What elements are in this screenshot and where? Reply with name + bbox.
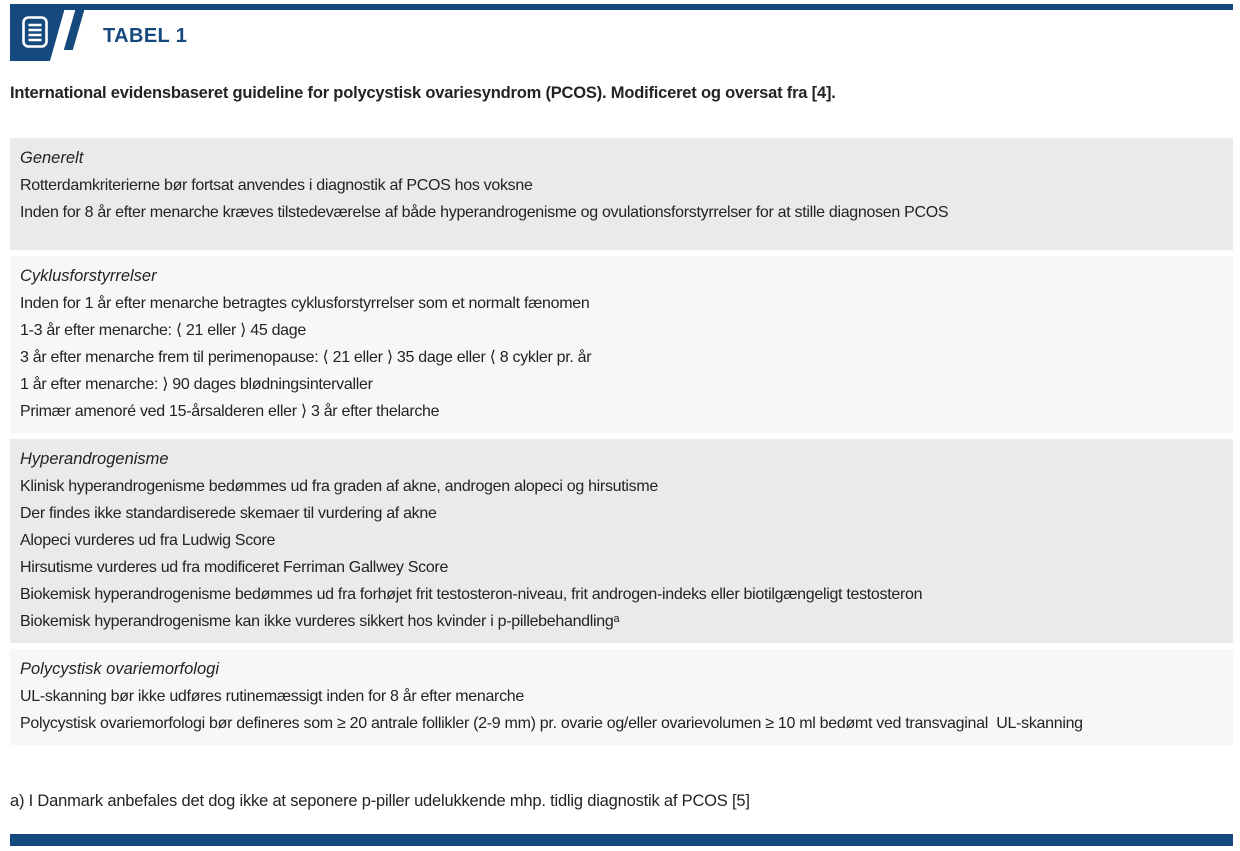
section-title: Generelt xyxy=(20,149,84,167)
table-caption: International evidensbaseret guideline for polycystisk ovariesyndrom (PCOS). Modificeret og oversat fra [4]. xyxy=(10,84,836,102)
table-badge xyxy=(10,4,66,61)
table-row: Biokemisk hyperandrogenisme kan ikke vurderes sikkert hos kvinder i p-pillebehandlingᵃ xyxy=(20,613,620,630)
table-row: UL-skanning bør ikke udføres rutinemæssigt inden for 8 år efter menarche xyxy=(20,688,524,705)
table-row: 3 år efter menarche frem til perimenopause: ⟨ 21 eller ⟩ 35 dage eller ⟨ 8 cykler pr. år xyxy=(20,349,592,366)
table-row: 1 år efter menarche: ⟩ 90 dages blødningsintervaller xyxy=(20,376,373,393)
table-row: 1-3 år efter menarche: ⟨ 21 eller ⟩ 45 dage xyxy=(20,322,306,339)
header-rule xyxy=(10,4,1233,10)
table-row: Alopeci vurderes ud fra Ludwig Score xyxy=(20,532,276,549)
badge-slash xyxy=(64,4,86,50)
table-row: Polycystisk ovariemorfologi bør defineres som ≥ 20 antrale follikler (2-9 mm) pr. ovarie og/eller ovarievolumen ≥ 10 ml bedømt ved transvaginal UL-skanning xyxy=(20,715,1083,732)
table-section xyxy=(10,439,1233,643)
table-label: TABEL 1 xyxy=(103,25,188,47)
footnote: a) I Danmark anbefales det dog ikke at seponere p-piller udelukkende mhp. tidlig diagnostik af PCOS [5] xyxy=(10,792,750,810)
table-row: Inden for 8 år efter menarche kræves tilstedeværelse af både hyperandrogenisme og ovulationsforstyrrelser for at stille diagnosen PCOS xyxy=(20,204,949,221)
table-section xyxy=(10,138,1233,250)
table-row: Biokemisk hyperandrogenisme bedømmes ud fra forhøjet frit testosteron-niveau, frit androgen-indeks eller biotilgængeligt testosteron xyxy=(20,586,923,603)
table-body xyxy=(10,138,1233,751)
document-list-icon xyxy=(22,16,48,48)
section-title: Polycystisk ovariemorfologi xyxy=(20,660,219,678)
table-section xyxy=(10,649,1233,745)
table-row: Hirsutisme vurderes ud fra modificeret Ferriman Gallwey Score xyxy=(20,559,449,576)
table-row: Der findes ikke standardiserede skemaer til vurdering af akne xyxy=(20,505,437,522)
section-title: Hyperandrogenisme xyxy=(20,450,169,468)
table-row: Inden for 1 år efter menarche betragtes cyklusforstyrrelser som et normalt fænomen xyxy=(20,295,590,312)
section-title: Cyklusforstyrrelser xyxy=(20,267,157,285)
table-row: Primær amenoré ved 15-årsalderen eller ⟩ 3 år efter thelarche xyxy=(20,403,440,420)
table-row: Rotterdamkriterierne bør fortsat anvendes i diagnostik af PCOS hos voksne xyxy=(20,177,533,194)
table-section xyxy=(10,256,1233,433)
bottom-rule xyxy=(10,834,1233,846)
table-row: Klinisk hyperandrogenisme bedømmes ud fra graden af akne, androgen alopeci og hirsutisme xyxy=(20,478,658,495)
